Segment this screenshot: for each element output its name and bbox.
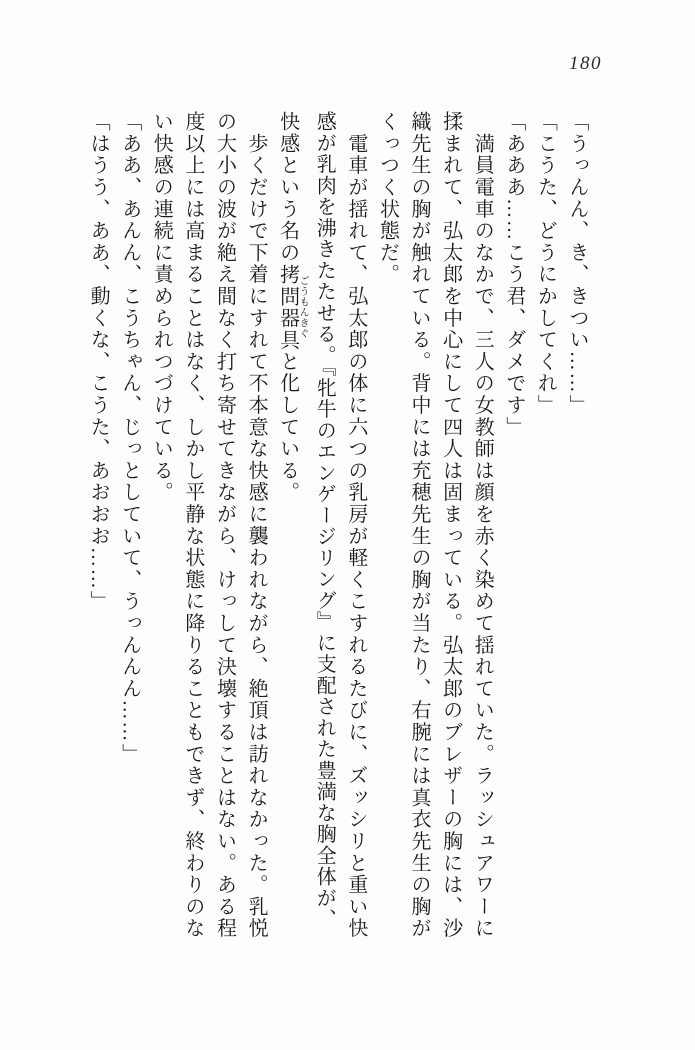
text-line: 満員電車のなかで、三人の女教師は顔を赤く染めて揺れていた。ラッシュアワーに: [471, 111, 494, 940]
text-line: くっつく状態だ。: [376, 111, 399, 286]
text-line: 「ああ、あんん、こうちゃん、じっとしていて、うっんんん……」: [118, 111, 141, 765]
text-line: い快感の連続に責められつづけている。: [150, 111, 173, 504]
text-line: 織先生の胸が触れている。背中には充穂先生の胸が当たり、右腕には真衣先生の胸が: [408, 111, 431, 940]
text-line: 揉まれて、弘太郎を中心にして四人は固まっている。弘太郎のブレザーの胸には、沙: [439, 111, 462, 940]
text-line: 度以上には高まることはなく、しかし平静な状態に降りることもできず、終わりのな: [181, 111, 204, 940]
text-line: 「うっんん、き、きつい……」: [566, 111, 588, 417]
text-line: の大小の波が絶え間なく打ち寄せてきながら、けっして決壊することはない。ある程: [213, 111, 236, 940]
ruby-term: 拷問器具ごうもんきぐ: [276, 263, 309, 351]
text-block: [82, 111, 593, 947]
text-line: 電車が揺れて、弘太郎の体に六つの乳房が軽くこすれるたびに、ズッシリと重い快: [344, 111, 367, 940]
page-number: 180: [569, 53, 602, 74]
text-line: 快感という名の拷問器具ごうもんきぐと化している。: [276, 111, 309, 504]
text-line: 「はうう、ああ、動くな、こうた、あおおお……」: [87, 111, 110, 613]
text-line: 「あああ……こう君、ダメです」: [502, 111, 525, 438]
text-line: 歩くだけで下着にすれて不本意な快感に襲われながら、絶頂は訪れなかった。乳悦: [245, 111, 268, 940]
text-line: 感が乳肉を沸きたたせる。『牝牛のエンゲージリング』に支配された豊満な胸全体が、: [313, 111, 336, 930]
text-line: 「こうた、どうにかしてくれ」: [534, 111, 557, 417]
